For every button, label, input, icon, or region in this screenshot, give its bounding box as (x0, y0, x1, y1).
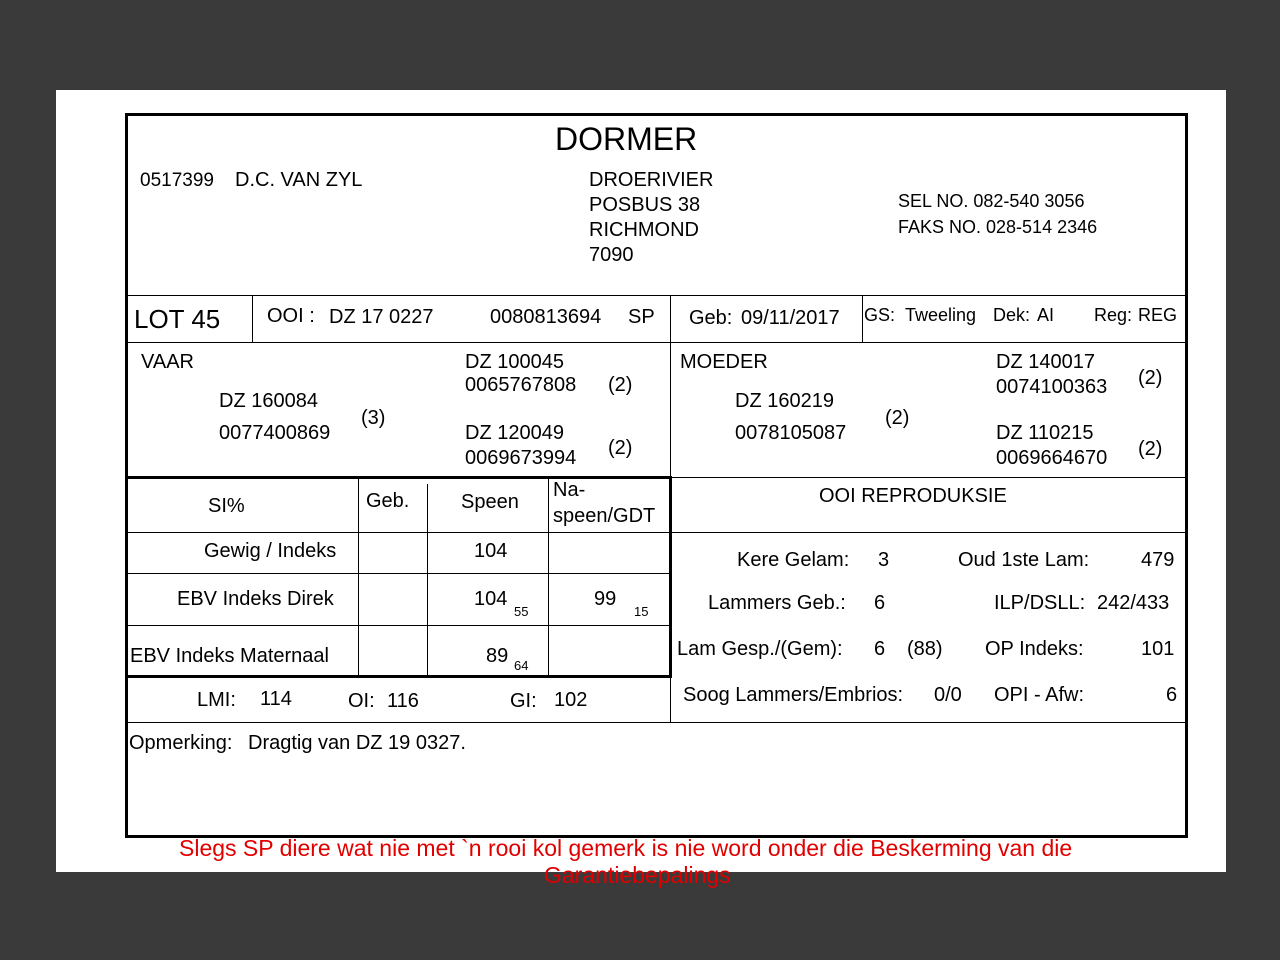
divider-index (126, 722, 1186, 723)
vaar-sire-id: DZ 100045 (465, 351, 564, 373)
frame-right (1185, 113, 1188, 837)
si-row3-speen: 89 (486, 645, 509, 667)
opi-label: OPI - Afw: (994, 684, 1085, 706)
soog-label: Soog Lammers/Embrios: (683, 684, 904, 706)
vaar-dam-number: 0069673994 (465, 447, 577, 469)
si-row2-naspeen: 99 (594, 588, 617, 610)
ilp-value: 242/433 (1097, 592, 1170, 614)
oud-label: Oud 1ste Lam: (958, 549, 1090, 571)
divider-si-header (126, 532, 672, 533)
si-header-speen: Speen (461, 491, 519, 513)
vaar-label: VAAR (141, 351, 194, 373)
si-row3-label: EBV Indeks Maternaal (130, 645, 329, 667)
vaar-number: 0077400869 (219, 422, 331, 444)
warning-line-1: Slegs SP diere wat nie met `n rooi kol gemerk is nie word onder die Beskerming van die (179, 835, 1073, 861)
oi-value: 116 (387, 690, 419, 712)
repro-title: OOI REPRODUKSIE (819, 485, 1007, 507)
lot-number: LOT 45 (134, 304, 221, 334)
divider-repro-header (671, 532, 1186, 533)
ilp-label: ILP/DSLL: (994, 592, 1086, 614)
remark-text: Dragtig van DZ 19 0327. (248, 732, 466, 754)
moeder-id: DZ 160219 (735, 390, 834, 412)
op-label: OP Indeks: (985, 638, 1084, 660)
si-header-si: SI% (208, 495, 245, 517)
dek-value: AI (1037, 305, 1055, 325)
lot-sheet (56, 90, 1226, 888)
opi-value: 6 (1166, 684, 1178, 706)
ooi-grade: SP (628, 306, 655, 328)
divider-lot (126, 342, 1186, 343)
gi-value: 102 (554, 689, 588, 711)
moeder-dam-number: 0069664670 (996, 447, 1108, 469)
gi-label: GI: (510, 690, 537, 712)
geb-col-divider (862, 295, 863, 342)
lmi-label: LMI: (197, 689, 236, 711)
ooi-label: OOI : (267, 305, 315, 327)
si-row1-label: Gewig / Indeks (204, 540, 337, 562)
moeder-label: MOEDER (680, 351, 768, 373)
si-row2-naspeen-sub: 15 (634, 604, 649, 619)
geb-date: 09/11/2017 (741, 307, 840, 329)
reg-value: REG (1138, 305, 1178, 325)
gs-value: Tweeling (905, 305, 977, 325)
si-row1-speen: 104 (474, 540, 508, 562)
vaar-dam-id: DZ 120049 (465, 422, 564, 444)
divider-si-row1 (126, 573, 672, 574)
warning-line-2: Garantiebepalings (544, 862, 731, 888)
divider-pedigree (126, 476, 672, 479)
geb-label: Geb: (689, 307, 733, 329)
vaar-sire-number: 0065767808 (465, 374, 577, 396)
moeder-count: (2) (885, 407, 910, 429)
gs-label: GS: (864, 305, 896, 325)
moeder-sire-number: 0074100363 (996, 376, 1108, 398)
lammers-geb-value: 6 (874, 592, 886, 614)
soog-value: 0/0 (934, 684, 962, 706)
address-line-4: 7090 (589, 244, 634, 266)
ooi-number: 0080813694 (490, 306, 602, 328)
breed-title: DORMER (555, 121, 698, 157)
divider-si-row3 (126, 675, 672, 678)
moeder-sire-count: (2) (1138, 367, 1163, 389)
si-header-speen-gdt: speen/GDT (553, 505, 656, 527)
kere-gelam-label: Kere Gelam: (737, 549, 850, 571)
address-line-2: POSBUS 38 (589, 194, 701, 216)
si-row3-speen-sub: 64 (514, 658, 529, 673)
si-right-border (669, 477, 672, 678)
vaar-id: DZ 160084 (219, 390, 318, 412)
si-header-geb: Geb. (366, 490, 410, 512)
vaar-dam-count: (2) (608, 437, 633, 459)
lammers-geb-label: Lammers Geb.: (708, 592, 846, 614)
oud-value: 479 (1141, 549, 1175, 571)
address-line-1: DROERIVIER (589, 169, 714, 191)
ooi-id: DZ 17 0227 (329, 306, 434, 328)
si-row2-speen: 104 (474, 588, 508, 610)
remark-label: Opmerking: (129, 732, 233, 754)
vaar-sire-count: (2) (608, 374, 633, 396)
address-line-3: RICHMOND (589, 219, 699, 241)
lam-gesp-value: 6 (874, 638, 886, 660)
kere-gelam-value: 3 (878, 549, 890, 571)
frame-top (125, 113, 1188, 116)
breeder-number: 0517399 (140, 170, 214, 191)
lam-gesp-label: Lam Gesp./(Gem): (677, 638, 843, 660)
divider-si-row2 (126, 625, 672, 626)
lam-gem-value: (88) (907, 638, 943, 660)
si-col-geb (358, 477, 359, 675)
moeder-sire-id: DZ 140017 (996, 351, 1095, 373)
moeder-dam-id: DZ 110215 (996, 422, 1094, 444)
frame-left (125, 113, 128, 837)
divider-pedigree-right (671, 477, 1186, 478)
si-row2-speen-sub: 55 (514, 604, 529, 619)
si-header-na: Na- (553, 479, 586, 501)
dek-label: Dek: (993, 305, 1031, 325)
op-value: 101 (1141, 638, 1175, 660)
breeder-name: D.C. VAN ZYL (235, 169, 363, 191)
reg-label: Reg: (1094, 305, 1133, 325)
si-row2-label: EBV Indeks Direk (177, 588, 334, 610)
oi-label: OI: (348, 690, 375, 712)
fax-number: FAKS NO. 028-514 2346 (898, 217, 1098, 237)
si-col-naspeen (548, 477, 549, 675)
moeder-number: 0078105087 (735, 422, 847, 444)
si-col-speen (427, 484, 428, 675)
lot-col-divider (252, 295, 253, 342)
moeder-dam-count: (2) (1138, 438, 1163, 460)
vaar-count: (3) (361, 407, 386, 429)
lmi-value: 114 (260, 688, 292, 710)
divider-header (126, 295, 1186, 296)
cell-number: SEL NO. 082-540 3056 (898, 191, 1085, 211)
